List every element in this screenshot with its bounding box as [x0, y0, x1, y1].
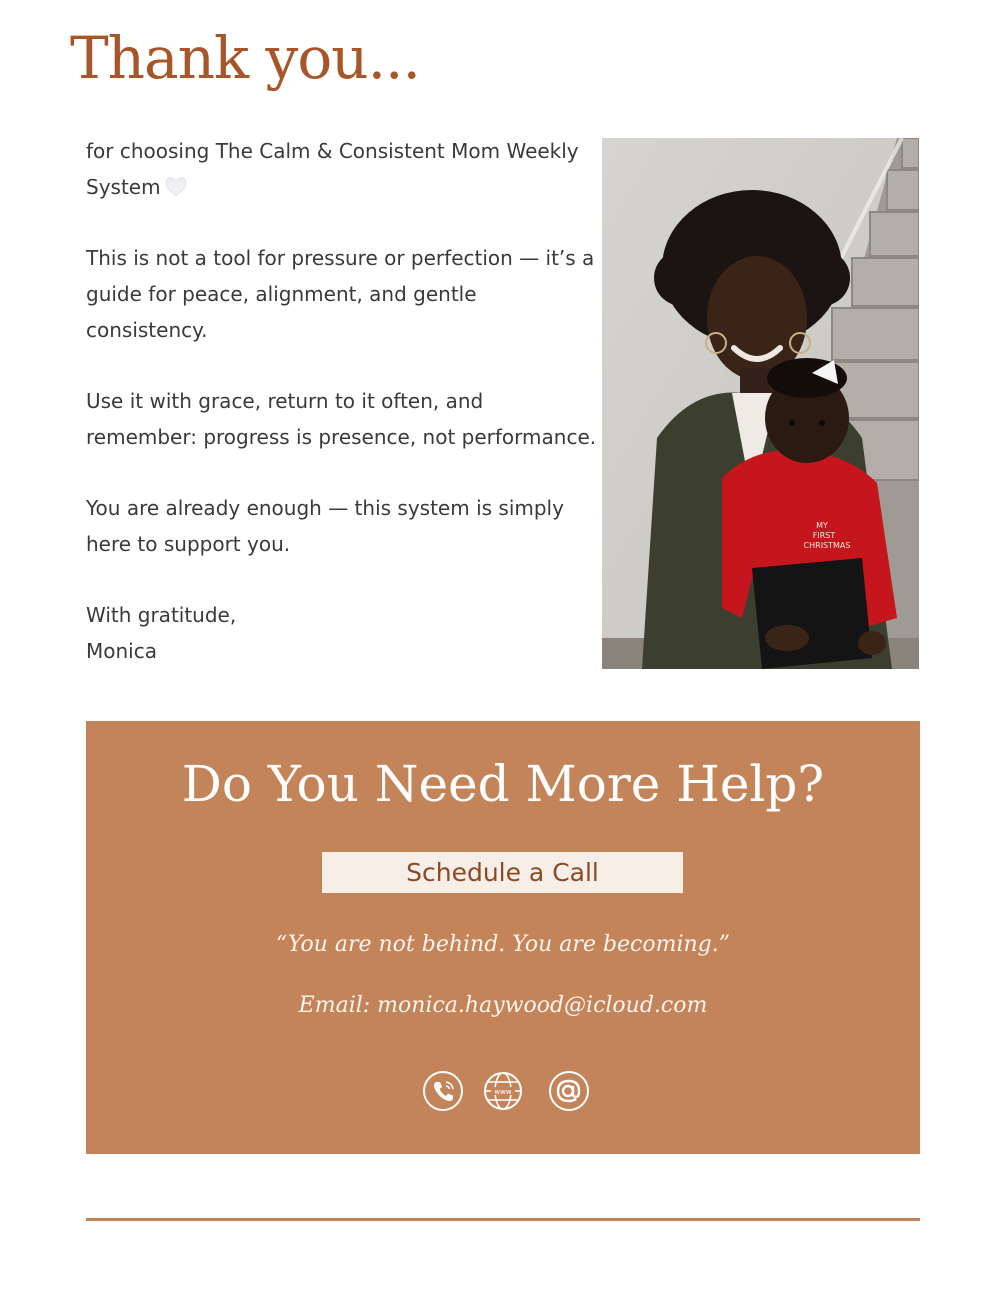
white-heart-icon: [165, 177, 187, 197]
letter-paragraph-3: Use it with grace, return to it often, and remember: progress is presence, not performance.: [86, 388, 597, 449]
contact-email[interactable]: Email: monica.haywood@icloud.com: [298, 993, 708, 1018]
help-heading: Do You Need More Help?: [181, 755, 825, 813]
onesie-text-line1: MY: [816, 521, 828, 530]
mother-and-baby-photo: [602, 138, 919, 669]
onesie-text-line2: FIRST: [812, 531, 836, 540]
letter-closing: With gratitude,: [86, 603, 237, 628]
schedule-call-button[interactable]: Schedule a Call: [322, 852, 683, 893]
onesie-text-line3: CHRISTMAS: [803, 541, 851, 550]
page-title: Thank you...: [70, 24, 420, 92]
letter-paragraph-2: This is not a tool for pressure or perfection — it’s a guide for peace, alignment, and gentle consistency.: [86, 246, 595, 342]
contact-icons: [86, 1070, 920, 1112]
phone-icon[interactable]: [422, 1070, 464, 1112]
svg-text:www: www: [494, 1088, 512, 1096]
letter-paragraph-4: You are already enough — this system is simply here to support you.: [86, 495, 564, 556]
encouragement-quote: “You are not behind. You are becoming.”: [275, 932, 731, 957]
thank-you-letter: [86, 134, 598, 669]
photo-illustration: [602, 138, 919, 669]
letter-intro-text: for choosing The Calm & Consistent Mom Weekly System: [86, 139, 579, 199]
letter-signoff: [86, 598, 598, 669]
help-panel: [86, 721, 920, 1154]
globe-www-icon[interactable]: [482, 1070, 524, 1112]
letter-paragraph-intro: [86, 134, 598, 205]
footer-divider: [86, 1218, 920, 1221]
at-sign-icon[interactable]: [548, 1070, 590, 1112]
letter-signature: Monica: [86, 638, 157, 663]
